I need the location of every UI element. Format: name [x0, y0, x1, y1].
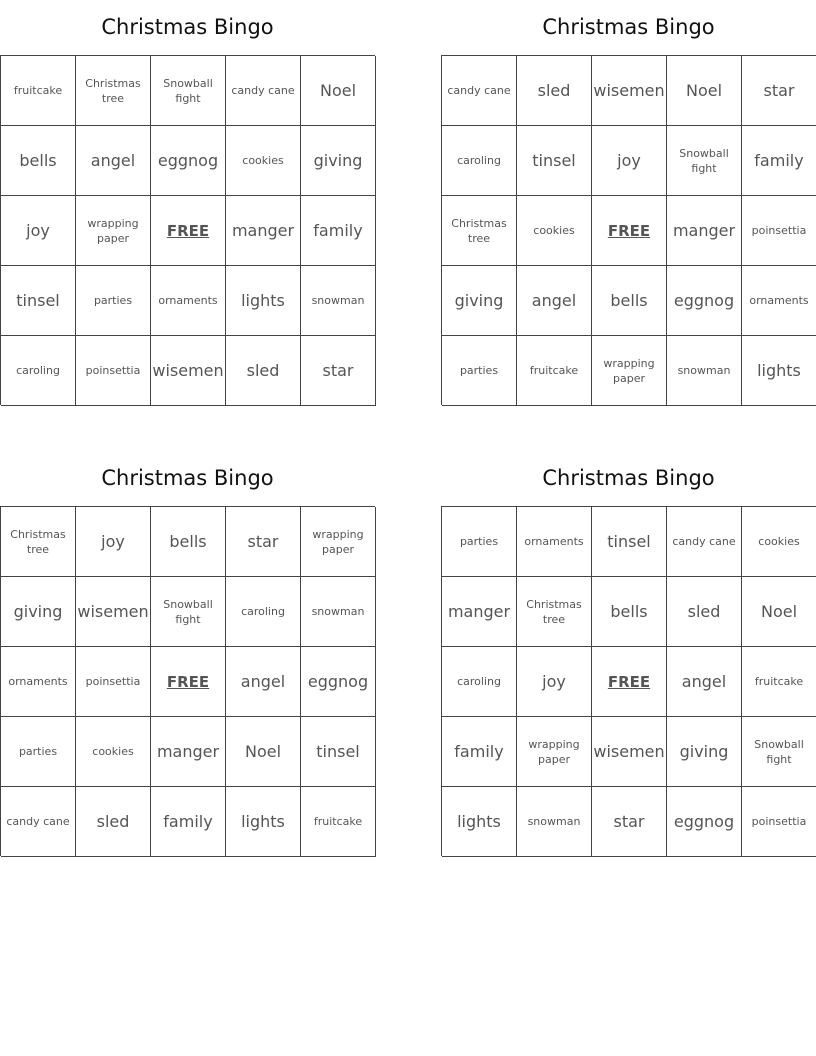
bingo-grid — [0, 506, 375, 856]
free-space: FREE — [592, 647, 667, 717]
bingo-cell: fruitcake — [517, 336, 592, 406]
bingo-cell: caroling — [442, 126, 517, 196]
bingo-cell: bells — [592, 577, 667, 647]
bingo-grid — [441, 55, 816, 405]
bingo-cell: tinsel — [592, 507, 667, 577]
bingo-cell: manger — [667, 196, 742, 266]
bingo-cell: wisemen — [151, 336, 226, 406]
bingo-cell: Snowball fight — [742, 717, 816, 787]
bingo-cell: caroling — [442, 647, 517, 717]
bingo-cell: Snowball fight — [667, 126, 742, 196]
bingo-cell: caroling — [1, 336, 76, 406]
bingo-cell: fruitcake — [301, 787, 376, 857]
bingo-cell: poinsettia — [742, 787, 816, 857]
bingo-cell: bells — [1, 126, 76, 196]
bingo-cell: ornaments — [742, 266, 816, 336]
bingo-cell: cookies — [76, 717, 151, 787]
bingo-cell: candy cane — [1, 787, 76, 857]
bingo-cell: ornaments — [151, 266, 226, 336]
bingo-cell: tinsel — [301, 717, 376, 787]
bingo-card-3 — [0, 451, 375, 856]
bingo-cell: candy cane — [442, 56, 517, 126]
bingo-cell: angel — [517, 266, 592, 336]
bingo-cell: manger — [226, 196, 301, 266]
bingo-cell: star — [742, 56, 816, 126]
bingo-cell: eggnog — [301, 647, 376, 717]
bingo-card-2 — [441, 0, 816, 405]
bingo-cell: sled — [667, 577, 742, 647]
bingo-cell: poinsettia — [742, 196, 816, 266]
bingo-grid — [0, 55, 375, 405]
bingo-cell: family — [151, 787, 226, 857]
bingo-cell: wisemen — [592, 56, 667, 126]
bingo-cell: Christmas tree — [76, 56, 151, 126]
free-space: FREE — [151, 647, 226, 717]
bingo-cell: manger — [151, 717, 226, 787]
bingo-cell: parties — [442, 507, 517, 577]
bingo-cell: eggnog — [667, 787, 742, 857]
bingo-cell: tinsel — [517, 126, 592, 196]
bingo-cell: caroling — [226, 577, 301, 647]
bingo-cell: cookies — [742, 507, 816, 577]
bingo-cell: snowman — [517, 787, 592, 857]
bingo-cell: poinsettia — [76, 647, 151, 717]
bingo-cell: joy — [592, 126, 667, 196]
bingo-cell: Noel — [742, 577, 816, 647]
bingo-cell: family — [742, 126, 816, 196]
bingo-cell: wisemen — [76, 577, 151, 647]
bingo-cell: ornaments — [517, 507, 592, 577]
bingo-cell: joy — [76, 507, 151, 577]
bingo-cell: Snowball fight — [151, 577, 226, 647]
card-title: Christmas Bingo — [542, 466, 715, 490]
bingo-cell: candy cane — [226, 56, 301, 126]
bingo-card-1 — [0, 0, 375, 405]
card-title: Christmas Bingo — [101, 466, 274, 490]
bingo-cell: ornaments — [1, 647, 76, 717]
free-space: FREE — [592, 196, 667, 266]
bingo-cell: lights — [442, 787, 517, 857]
bingo-cell: lights — [226, 787, 301, 857]
bingo-cell: Noel — [301, 56, 376, 126]
bingo-cell: angel — [667, 647, 742, 717]
bingo-cell: lights — [226, 266, 301, 336]
bingo-cell: snowman — [301, 577, 376, 647]
bingo-cell: lights — [742, 336, 816, 406]
bingo-cell: Noel — [667, 56, 742, 126]
bingo-cell: wrapping paper — [76, 196, 151, 266]
bingo-cell: giving — [667, 717, 742, 787]
bingo-cell: poinsettia — [76, 336, 151, 406]
bingo-cell: star — [301, 336, 376, 406]
bingo-cell: cookies — [517, 196, 592, 266]
bingo-cell: Christmas tree — [442, 196, 517, 266]
bingo-cell: wrapping paper — [517, 717, 592, 787]
card-title: Christmas Bingo — [101, 15, 274, 39]
bingo-cell: bells — [151, 507, 226, 577]
bingo-cell: sled — [76, 787, 151, 857]
bingo-cell: snowman — [667, 336, 742, 406]
bingo-cell: eggnog — [151, 126, 226, 196]
bingo-cell: giving — [442, 266, 517, 336]
bingo-cell: star — [592, 787, 667, 857]
free-space: FREE — [151, 196, 226, 266]
bingo-cell: angel — [76, 126, 151, 196]
bingo-cell: candy cane — [667, 507, 742, 577]
bingo-cell: tinsel — [1, 266, 76, 336]
bingo-cell: fruitcake — [1, 56, 76, 126]
bingo-cell: joy — [1, 196, 76, 266]
bingo-cell: joy — [517, 647, 592, 717]
bingo-cell: parties — [1, 717, 76, 787]
bingo-cell: wrapping paper — [301, 507, 376, 577]
bingo-cell: wisemen — [592, 717, 667, 787]
bingo-cell: snowman — [301, 266, 376, 336]
bingo-cell: Christmas tree — [1, 507, 76, 577]
bingo-card-4 — [441, 451, 816, 856]
bingo-cell: giving — [1, 577, 76, 647]
bingo-cell: star — [226, 507, 301, 577]
bingo-cell: wrapping paper — [592, 336, 667, 406]
bingo-cell: fruitcake — [742, 647, 816, 717]
bingo-cell: giving — [301, 126, 376, 196]
bingo-cell: parties — [76, 266, 151, 336]
bingo-cell: parties — [442, 336, 517, 406]
bingo-cell: Noel — [226, 717, 301, 787]
bingo-cell: family — [442, 717, 517, 787]
bingo-cell: sled — [517, 56, 592, 126]
bingo-cell: Snowball fight — [151, 56, 226, 126]
bingo-cell: angel — [226, 647, 301, 717]
bingo-grid — [441, 506, 816, 856]
bingo-cell: manger — [442, 577, 517, 647]
card-title: Christmas Bingo — [542, 15, 715, 39]
bingo-cell: sled — [226, 336, 301, 406]
bingo-cell: Christmas tree — [517, 577, 592, 647]
bingo-cell: family — [301, 196, 376, 266]
bingo-cell: eggnog — [667, 266, 742, 336]
bingo-cell: cookies — [226, 126, 301, 196]
bingo-cell: bells — [592, 266, 667, 336]
